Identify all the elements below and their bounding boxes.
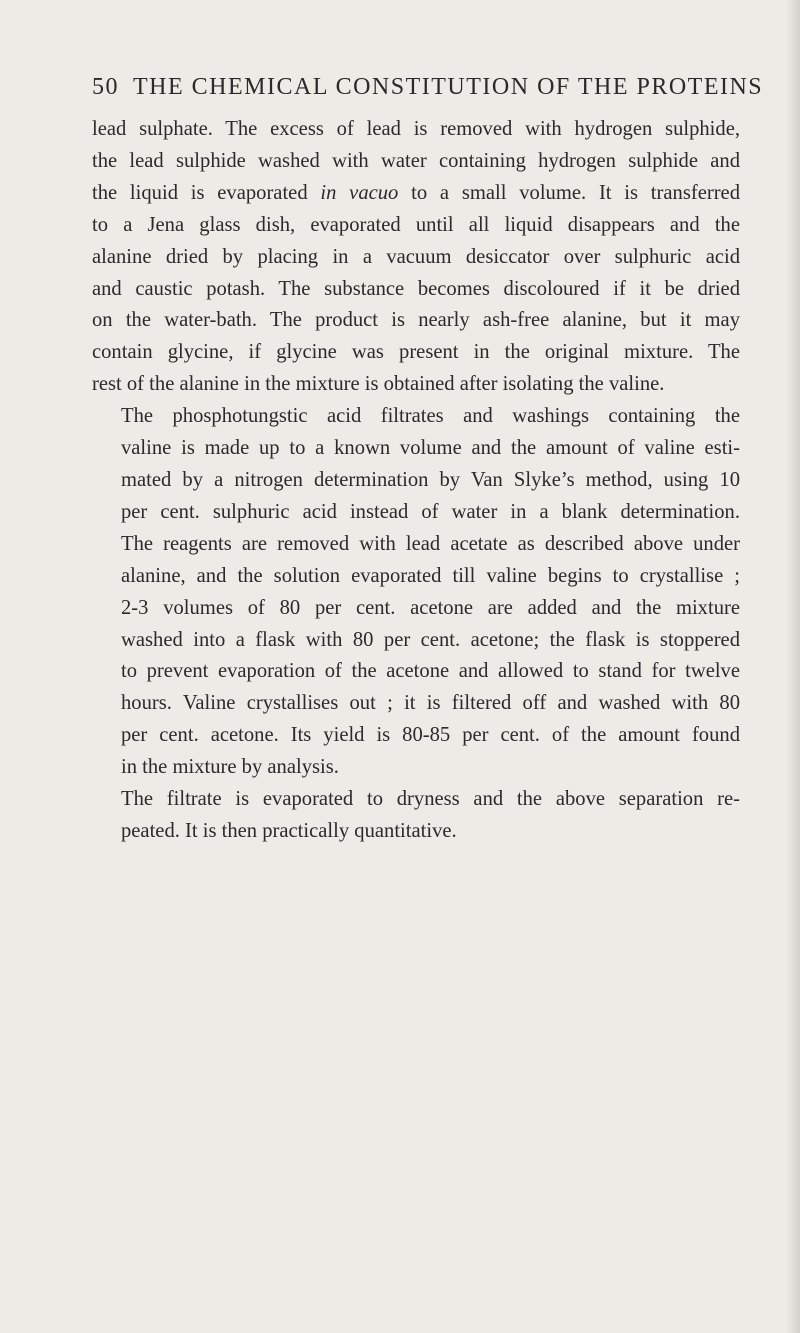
body-text [92,114,740,848]
text-line: mated by a nitrogen determination by Van Slyke’s method, using 10 [121,468,740,491]
text-line: rest of the alanine in the mixture is obtained after isolating the valine. [92,373,665,396]
italic-phrase: in vacuo [320,181,399,204]
text-line: hours. Valine crystallises out ; it is filtered off and washed with 80 [121,692,740,715]
text-line: 2-3 volumes of 80 per cent. acetone are added and the mixture [121,596,740,619]
text-line: contain glycine, if glycine was present in the original mixture. The [92,341,740,364]
text-line: in the mixture by analysis. [121,756,339,779]
text-line: alanine, and the solution evaporated till valine begins to crystallise ; [121,564,740,587]
page-edge-shadow [786,0,800,1333]
text-line: to prevent evaporation of the acetone and allowed to stand for twelve [121,660,740,683]
text-line: on the water-bath. The product is nearly ash-free alanine, but it may [92,309,740,332]
paragraph [92,114,740,401]
text-line: the liquid is evaporated in vacuo to a small volume. It is transferred [92,181,740,204]
page-number: 50 [92,74,119,100]
text-line: The phosphotungstic acid filtrates and washings containing the [121,405,740,428]
paragraph [92,784,740,848]
text-line: The reagents are removed with lead acetate as described above under [121,532,740,555]
text-line: to a Jena glass dish, evaporated until all liquid disappears and the [92,213,740,236]
text-line: washed into a flask with 80 per cent. acetone; the flask is stoppered [121,628,740,651]
text-line: the lead sulphide washed with water containing hydrogen sulphide and [92,149,740,172]
running-header [92,72,764,102]
text-line: per cent. sulphuric acid instead of water in a blank determination. [121,500,740,523]
text-line: and caustic potash. The substance becomes discoloured if it be dried [92,277,740,300]
text-line: alanine dried by placing in a vacuum desiccator over sulphuric acid [92,245,740,268]
paragraph [92,401,740,784]
text-line: The filtrate is evaporated to dryness and the above separation re- [121,788,740,811]
text-line: valine is made up to a known volume and the amount of valine esti- [121,437,740,460]
text-line: peated. It is then practically quantitative. [121,819,457,842]
text-line: per cent. acetone. Its yield is 80-85 per cent. of the amount found [121,724,740,747]
running-title: THE CHEMICAL CONSTITUTION OF THE PROTEINS [133,74,764,100]
text-line: lead sulphate. The excess of lead is removed with hydrogen sulphide, [92,118,740,140]
